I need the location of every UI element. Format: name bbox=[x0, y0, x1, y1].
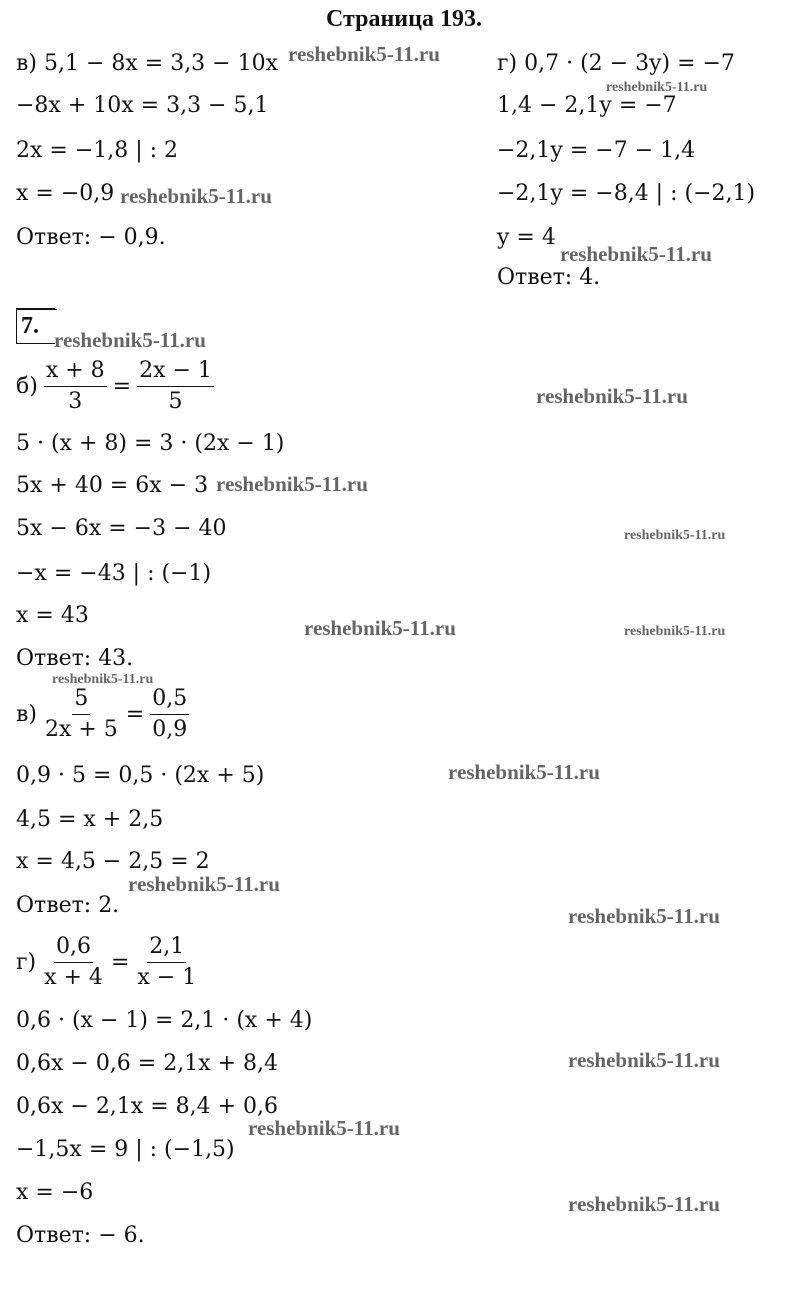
part-g-lhs-denominator: x + 4 bbox=[44, 965, 103, 990]
part-v-equation bbox=[16, 686, 195, 743]
watermark: reshebnik5-11.ru bbox=[304, 616, 456, 640]
part-b-rhs-fraction bbox=[137, 358, 214, 415]
part-g-label: г) bbox=[16, 949, 37, 975]
part-v-lhs-numerator: 5 bbox=[72, 686, 90, 715]
right-top-line-5: y = 4 bbox=[497, 225, 556, 250]
right-top-answer: Ответ: 4. bbox=[497, 265, 601, 290]
watermark: reshebnik5-11.ru bbox=[448, 760, 600, 784]
part-g-line-1: 0,6 · (x − 1) = 2,1 · (x + 4) bbox=[16, 1008, 313, 1033]
part-b-line-2: 5x + 40 = 6x − 3 bbox=[16, 473, 209, 498]
part-g-line-2: 0,6x − 0,6 = 2,1x + 8,4 bbox=[16, 1051, 279, 1076]
watermark: reshebnik5-11.ru bbox=[536, 384, 688, 408]
watermark: reshebnik5-11.ru bbox=[128, 872, 280, 896]
part-g-equation bbox=[16, 934, 204, 991]
left-top-line-3: 2x = −1,8 | : 2 bbox=[16, 138, 179, 163]
part-v-line-3: x = 4,5 − 2,5 = 2 bbox=[16, 849, 210, 874]
part-g-lhs-fraction bbox=[42, 934, 105, 991]
watermark: reshebnik5-11.ru bbox=[120, 184, 272, 208]
part-v-rhs-numerator: 0,5 bbox=[150, 686, 189, 715]
part-g-line-4: −1,5x = 9 | : (−1,5) bbox=[16, 1137, 235, 1162]
part-v-rhs-fraction bbox=[150, 686, 189, 743]
right-top-line-4: −2,1y = −8,4 | : (−2,1) bbox=[497, 181, 756, 206]
part-v-line-2: 4,5 = x + 2,5 bbox=[16, 807, 164, 832]
left-top-line-4: x = −0,9 bbox=[16, 181, 115, 206]
right-top-line-3: −2,1y = −7 − 1,4 bbox=[497, 138, 696, 163]
watermark: reshebnik5-11.ru bbox=[560, 242, 712, 266]
watermark: reshebnik5-11.ru bbox=[624, 624, 726, 639]
left-top-answer: Ответ: − 0,9. bbox=[16, 225, 166, 250]
part-v-label: в) bbox=[16, 701, 37, 727]
part-v-rhs-denominator: 0,9 bbox=[152, 717, 188, 742]
watermark: reshebnik5-11.ru bbox=[568, 1192, 720, 1216]
part-g-rhs-denominator: x − 1 bbox=[137, 965, 197, 990]
part-b-lhs-numerator: x + 8 bbox=[44, 358, 107, 387]
watermark: reshebnik5-11.ru bbox=[248, 1116, 400, 1140]
part-b-line-4: −x = −43 | : (−1) bbox=[16, 561, 212, 586]
part-g-rhs-fraction bbox=[135, 934, 198, 991]
right-top-line-1: г) 0,7 · (2 − 3y) = −7 bbox=[497, 51, 735, 76]
part-b-equation bbox=[16, 358, 220, 415]
part-b-answer: Ответ: 43. bbox=[16, 646, 134, 671]
left-top-line-1: в) 5,1 − 8x = 3,3 − 10x bbox=[16, 51, 279, 76]
part-v-line-1: 0,9 · 5 = 0,5 · (2x + 5) bbox=[16, 763, 265, 788]
part-v-equals: = bbox=[125, 701, 145, 727]
part-v-lhs-denominator: 2x + 5 bbox=[44, 717, 118, 742]
part-g-equals: = bbox=[110, 949, 130, 975]
watermark: reshebnik5-11.ru bbox=[52, 672, 154, 687]
part-g-line-3: 0,6x − 2,1x = 8,4 + 0,6 bbox=[16, 1094, 279, 1119]
part-g-lhs-numerator: 0,6 bbox=[54, 934, 93, 963]
watermark: reshebnik5-11.ru bbox=[624, 528, 726, 543]
part-b-lhs-fraction bbox=[44, 358, 107, 415]
watermark: reshebnik5-11.ru bbox=[216, 472, 368, 496]
watermark: reshebnik5-11.ru bbox=[288, 42, 440, 66]
left-top-line-2: −8x + 10x = 3,3 − 5,1 bbox=[16, 93, 269, 118]
watermark: reshebnik5-11.ru bbox=[606, 80, 708, 95]
page-title: Страница 193. bbox=[326, 6, 482, 32]
watermark: reshebnik5-11.ru bbox=[568, 904, 720, 928]
part-v-lhs-fraction bbox=[43, 686, 120, 743]
task-number-box: 7. bbox=[16, 308, 55, 344]
part-g-answer: Ответ: − 6. bbox=[16, 1223, 145, 1248]
part-g-line-5: x = −6 bbox=[16, 1180, 94, 1205]
watermark: reshebnik5-11.ru bbox=[568, 1048, 720, 1072]
part-b-label: б) bbox=[16, 373, 38, 399]
part-b-rhs-denominator: 5 bbox=[168, 389, 183, 414]
part-b-line-1: 5 · (x + 8) = 3 · (2x − 1) bbox=[16, 431, 285, 456]
watermark: reshebnik5-11.ru bbox=[54, 328, 206, 352]
part-b-equals: = bbox=[112, 373, 132, 399]
part-b-line-5: x = 43 bbox=[16, 603, 89, 628]
part-b-lhs-denominator: 3 bbox=[68, 389, 83, 414]
right-top-line-2: 1,4 − 2,1y = −7 bbox=[497, 93, 677, 118]
part-b-rhs-numerator: 2x − 1 bbox=[137, 358, 214, 387]
part-v-answer: Ответ: 2. bbox=[16, 893, 120, 918]
part-b-line-3: 5x − 6x = −3 − 40 bbox=[16, 516, 227, 541]
part-g-rhs-numerator: 2,1 bbox=[147, 934, 186, 963]
